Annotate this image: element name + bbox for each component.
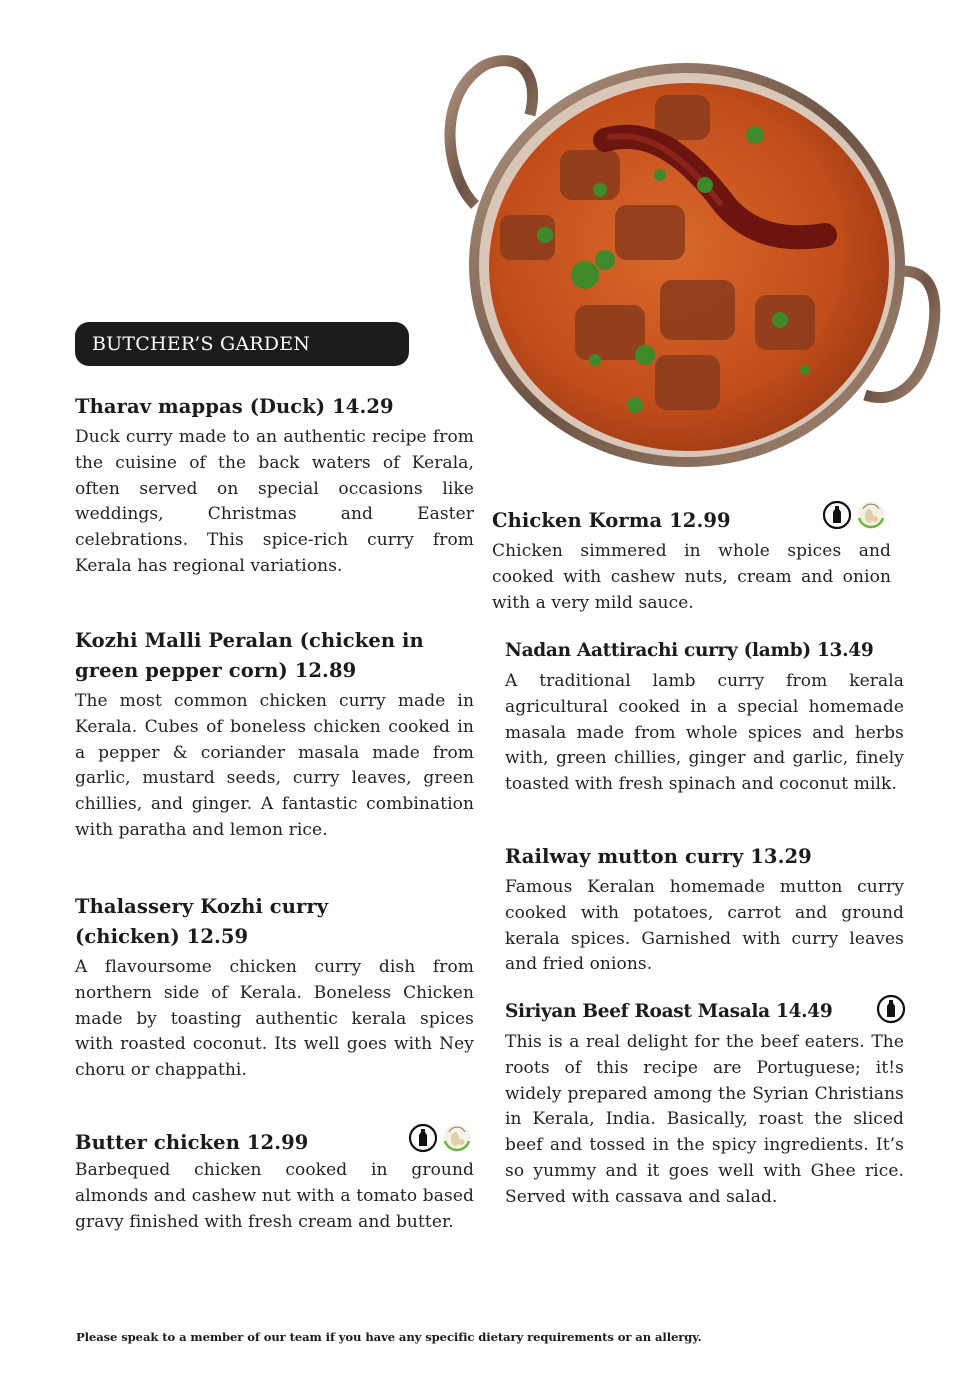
menu-item-title: Nadan Aattirachi curry (lamb) 13.49: [505, 640, 874, 661]
menu-item-description: The most common chicken curry made in Kerala. Cubes of boneless chicken cooked in a pepper & coriander masala made from garlic, mustard seeds, curry leaves, green chillies, and ginger. A fantastic combination with paratha and lemon rice.: [75, 691, 474, 840]
section-title-butchers-garden: BUTCHER’S GARDEN: [75, 322, 409, 366]
menu-item-railway-mutton-curry: [505, 842, 904, 978]
menu-item-description: A traditional lamb curry from kerala agricultural cooked in a special homemade masala made from whole spices and herbs with, green chillies, ginger and garlic, finely toasted with fresh spinach and coconut milk.: [505, 671, 904, 795]
chicken-korma-allergen-icons: [822, 500, 886, 530]
menu-item-title: Chicken Korma 12.99: [492, 509, 731, 532]
butter-chicken-allergen-icons: [408, 1123, 472, 1153]
curry-dish-image: [425, 55, 955, 475]
menu-item-siriyan-beef-roast-masala: [505, 997, 904, 1211]
menu-item-tharav-mappas: [75, 392, 474, 580]
dairy-bottle-icon: [408, 1123, 438, 1153]
menu-item-title: Railway mutton curry 13.29: [505, 845, 812, 868]
menu-item-description: Chicken simmered in whole spices and cooked with cashew nuts, cream and onion with a very mild sauce.: [492, 541, 891, 613]
menu-item-description: A flavoursome chicken curry dish from northern side of Kerala. Boneless Chicken made by toasting authentic kerala spices with roasted coconut. Its well goes with Ney choru or chappathi.: [75, 957, 474, 1081]
contains-nuts-icon: [442, 1123, 472, 1153]
menu-item-description: Barbequed chicken cooked in ground almonds and cashew nut with a tomato based gravy finished with fresh cream and butter.: [75, 1160, 474, 1232]
menu-item-description: Duck curry made to an authentic recipe from the cuisine of the back waters of Kerala, often served on special occasions like weddings, Christmas and Easter celebrations. This spice-rich curry from Kerala has regional variations.: [75, 427, 474, 576]
dairy-bottle-icon: [822, 500, 852, 530]
menu-item-thalassery-kozhi-curry: [75, 892, 474, 1084]
menu-item-title: Kozhi Malli Peralan (chicken in green pepper corn) 12.89: [75, 629, 424, 682]
dietary-requirements-note: Please speak to a member of our team if you have any specific dietary requirements or an allergy.: [76, 1330, 702, 1344]
menu-item-title: Thalassery Kozhi curry (chicken) 12.59: [75, 895, 329, 948]
beef-roast-allergen-icons: [876, 994, 906, 1024]
menu-item-kozhi-malli-peralan: [75, 626, 474, 844]
menu-item-title: Butter chicken 12.99: [75, 1131, 309, 1154]
menu-item-title: Siriyan Beef Roast Masala 14.49: [505, 1001, 833, 1022]
menu-item-description: Famous Keralan homemade mutton curry cooked with potatoes, carrot and ground kerala spices. Garnished with curry leaves and fried onions.: [505, 877, 904, 975]
menu-item-title: Tharav mappas (Duck) 14.29: [75, 395, 394, 418]
menu-item-nadan-aattirachi-curry: [505, 636, 904, 798]
contains-nuts-icon: [856, 500, 886, 530]
dairy-bottle-icon: [876, 994, 906, 1024]
menu-item-description: This is a real delight for the beef eaters. The roots of this recipe are Portuguese; it!s widely prepared among the Syrian Christians in Kerala, India. Basically, roast the sliced beef and tossed in the spicy ingredients. It’s so yummy and it goes well with Ghee rice. Served with cassava and salad.: [505, 1032, 904, 1207]
